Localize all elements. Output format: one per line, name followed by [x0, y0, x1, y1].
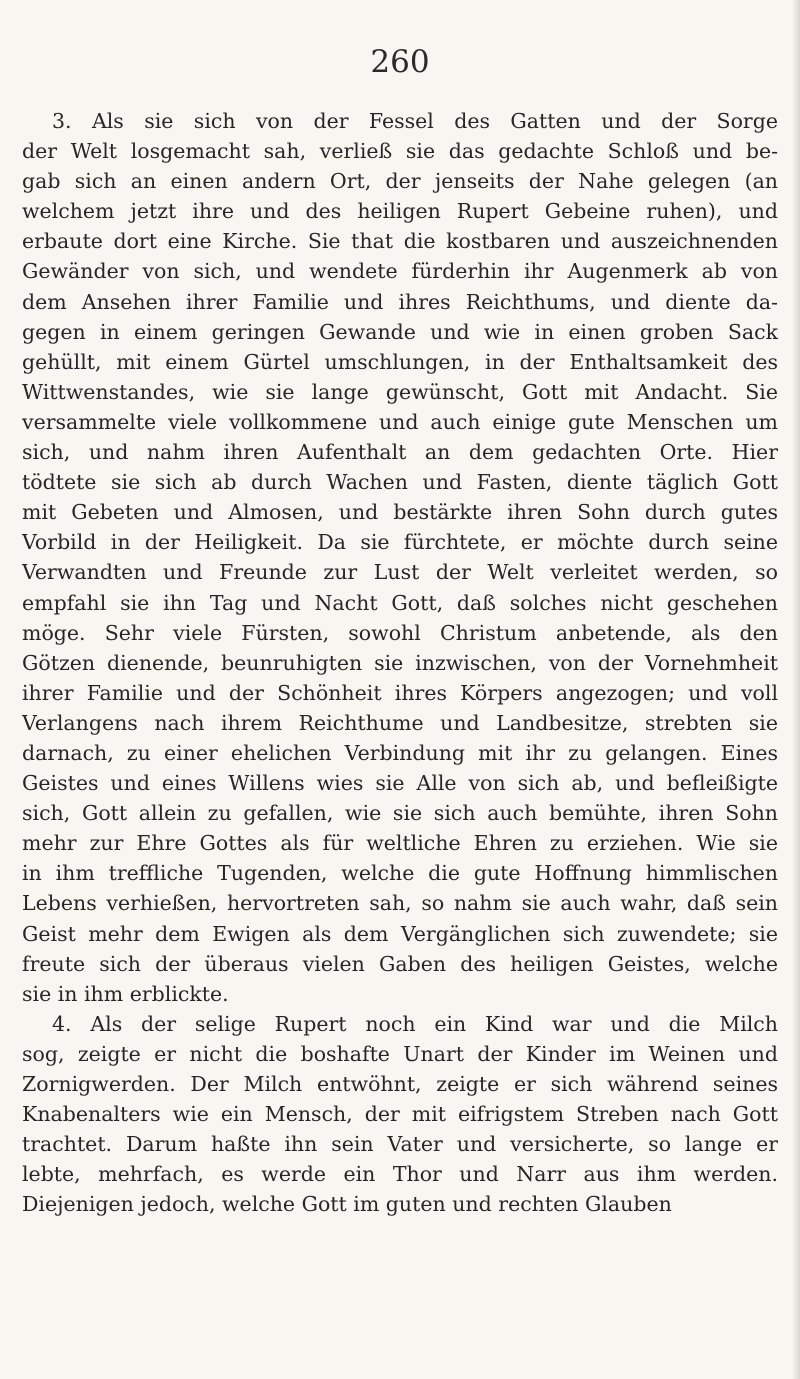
text-line: Vorbild in der Heiligkeit. Da sie fürchtete, er möchte durch seine — [22, 530, 778, 555]
text-line: gehüllt, mit einem Gürtel umschlungen, in der Enthaltsamkeit des — [22, 349, 778, 374]
text-line: freute sich der überaus vielen Gaben des heiligen Geistes, welche — [22, 951, 778, 976]
text-line: in ihm treffliche Tugenden, welche die gute Hoffnung himmlischen — [22, 861, 778, 886]
text-line: trachtet. Darum haßte ihn sein Vater und versicherte, so lange er — [22, 1132, 778, 1157]
text-line: Geist mehr dem Ewigen als dem Vergänglichen sich zuwendete; sie — [22, 921, 778, 946]
text-line: versammelte viele vollkommene und auch einige gute Menschen um — [22, 409, 778, 434]
text-line: Knabenalters wie ein Mensch, der mit eifrigstem Streben nach Gott — [22, 1102, 778, 1127]
text-line: möge. Sehr viele Fürsten, sowohl Christum anbetende, als den — [22, 620, 778, 645]
text-line: tödtete sie sich ab durch Wachen und Fasten, diente täglich Gott — [22, 470, 778, 495]
text-line: darnach, zu einer ehelichen Verbindung mit ihr zu gelangen. Eines — [22, 740, 778, 765]
text-line: erbaute dort eine Kirche. Sie that die kostbaren und auszeichnenden — [22, 229, 778, 254]
text-line: Verlangens nach ihrem Reichthume und Landbesitze, strebten sie — [22, 710, 778, 735]
text-line: dem Ansehen ihrer Familie und ihres Reichthums, und diente da- — [22, 289, 778, 314]
page-number: 260 — [370, 44, 430, 80]
text-line: Diejenigen jedoch, welche Gott im guten und rechten Glauben — [22, 1192, 672, 1217]
text-line: mehr zur Ehre Gottes als für weltliche Ehren zu erziehen. Wie sie — [22, 831, 778, 856]
page-edge-shadow — [792, 0, 800, 1379]
text-line: sie in ihm erblickte. — [22, 981, 229, 1006]
body-text — [22, 106, 778, 1219]
text-line: sich, Gott allein zu gefallen, wie sie sich auch bemühte, ihren Sohn — [22, 801, 778, 826]
text-line: 3. Als sie sich von der Fessel des Gatten und der Sorge — [52, 109, 778, 133]
text-line: gegen in einem geringen Gewande und wie in einen groben Sack — [22, 319, 778, 344]
text-line: Zornigwerden. Der Milch entwöhnt, zeigte er sich während seines — [22, 1072, 778, 1096]
text-line: Geistes und eines Willens wies sie Alle von sich ab, und befleißigte — [22, 771, 778, 796]
text-line: sog, zeigte er nicht die boshafte Unart der Kinder im Weinen und — [22, 1041, 778, 1066]
text-line: lebte, mehrfach, es werde ein Thor und Narr aus ihm werden. — [22, 1162, 778, 1187]
text-line: 4. Als der selige Rupert noch ein Kind war und die Milch — [52, 1011, 778, 1036]
text-line: welchem jetzt ihre und des heiligen Rupert Gebeine ruhen), und — [22, 199, 778, 224]
text-line: ihrer Familie und der Schönheit ihres Körpers angezogen; und voll — [22, 680, 778, 705]
text-line: Gewänder von sich, und wendete fürderhin ihr Augenmerk ab von — [22, 259, 778, 284]
text-line: mit Gebeten und Almosen, und bestärkte ihren Sohn durch gutes — [22, 500, 778, 525]
text-line: Götzen dienende, beunruhigten sie inzwischen, von der Vornehmheit — [22, 650, 778, 675]
text-line: Verwandten und Freunde zur Lust der Welt verleitet werden, so — [22, 560, 778, 585]
text-line: empfahl sie ihn Tag und Nacht Gott, daß solches nicht geschehen — [22, 590, 778, 615]
text-line: Lebens verhießen, hervortreten sah, so nahm sie auch wahr, daß sein — [22, 891, 778, 916]
text-line: sich, und nahm ihren Aufenthalt an dem gedachten Orte. Hier — [22, 440, 778, 465]
text-line: gab sich an einen andern Ort, der jenseits der Nahe gelegen (an — [22, 169, 778, 194]
text-line: der Welt losgemacht sah, verließ sie das gedachte Schloß und be- — [22, 139, 778, 164]
text-line: Wittwenstandes, wie sie lange gewünscht, Gott mit Andacht. Sie — [22, 379, 778, 404]
